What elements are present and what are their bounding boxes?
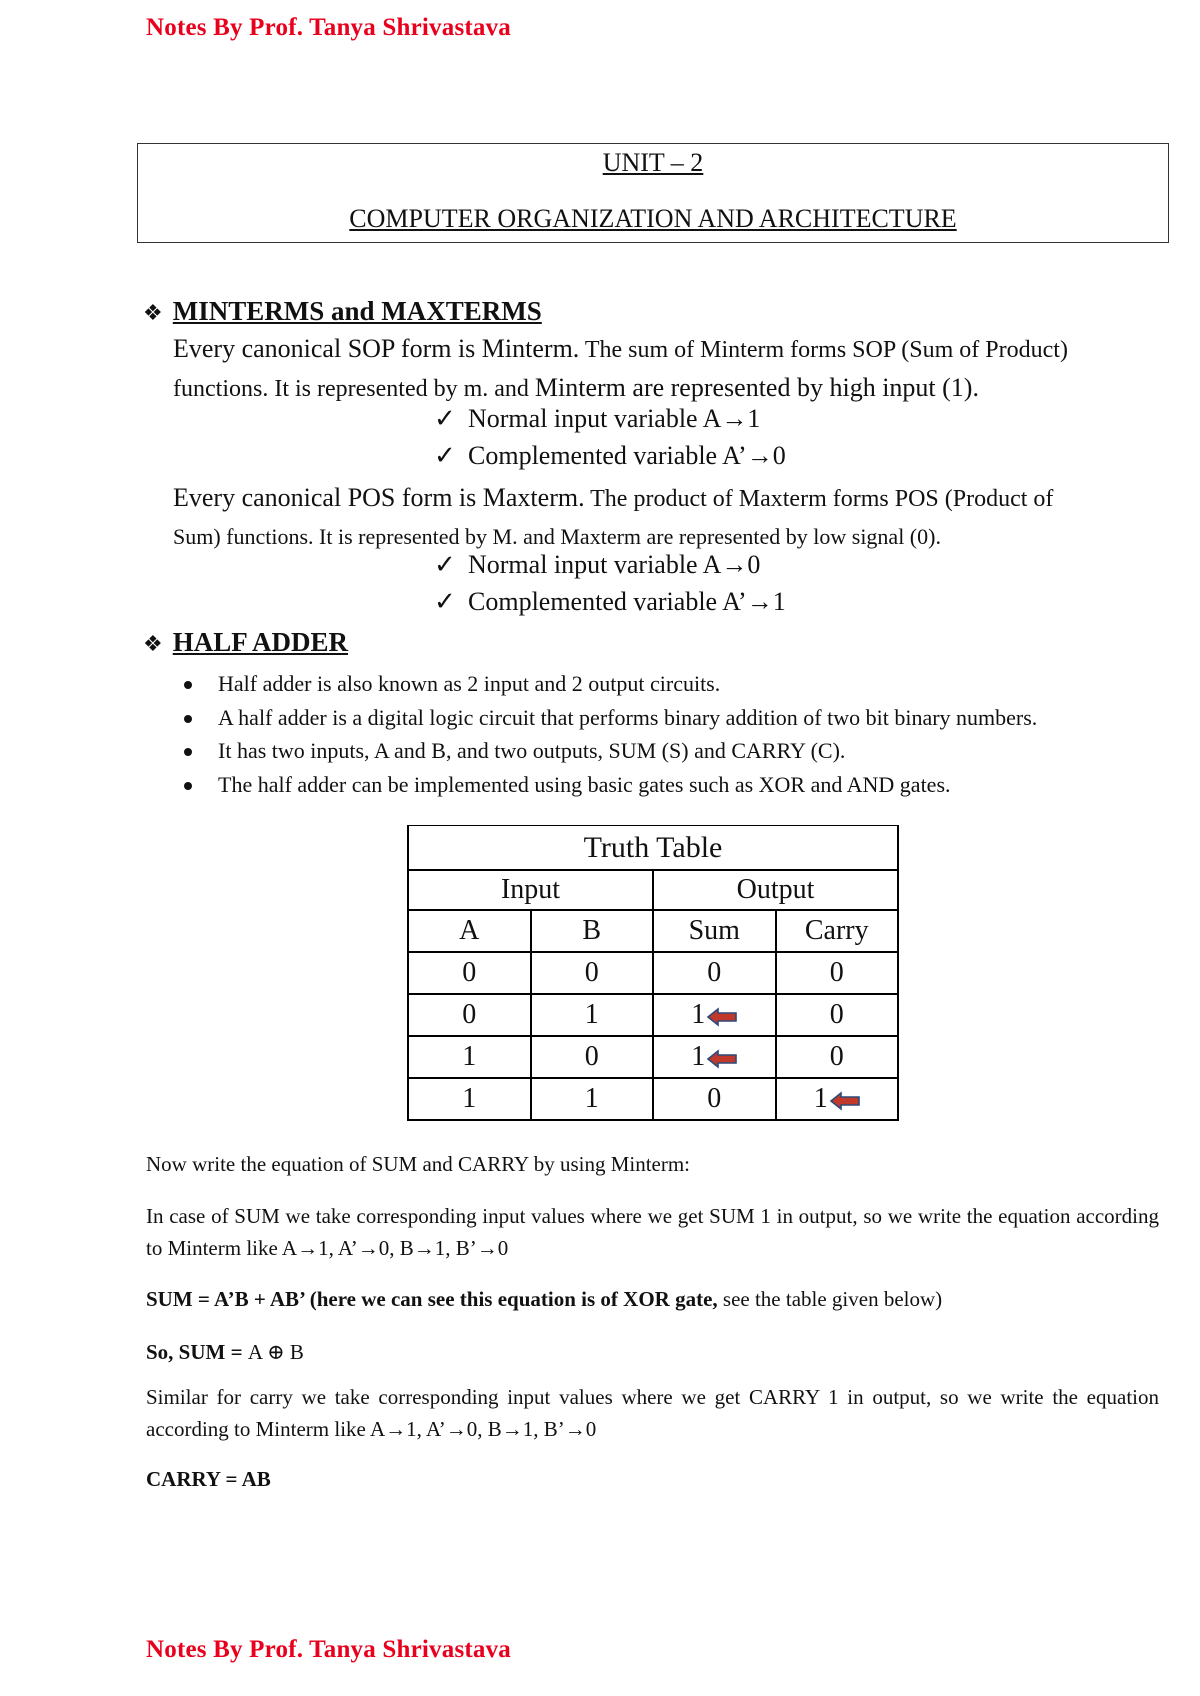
list-item: It has two inputs, A and B, and two outputs, SUM (S) and CARRY (C). — [180, 734, 1160, 768]
bullet-dot-icon — [184, 748, 192, 756]
diamond-bullet-icon: ❖ — [143, 631, 163, 656]
check-item: ✓ Complemented variable A’→0 — [434, 441, 786, 470]
truth-table-title: Truth Table — [408, 826, 898, 871]
minterm-paragraph: Every canonical SOP form is Minterm. The sum of Minterm forms SOP (Sum of Product) functions. It is represented by m. and Minterm are represented by high input (1). — [173, 334, 1068, 402]
unit-number: UNIT – 2 — [602, 148, 704, 177]
table-cell: 0 — [776, 994, 899, 1036]
table-cell: 0 — [653, 1078, 776, 1120]
sum-equation: SUM = A’B + AB’ (here we can see this equation is of XOR gate, see the table given below) — [146, 1287, 943, 1311]
checkmark-icon: ✓ — [434, 441, 456, 470]
minterms-heading: ❖ MINTERMS and MAXTERMS — [143, 296, 542, 326]
table-cell: 0 — [776, 1036, 899, 1078]
carry-equation: CARRY = AB — [146, 1467, 271, 1491]
carry-explanation: Similar for carry we take corresponding input values where we get CARRY 1 in output, so we write the equation according to Minterm like A→1, A’→0, B→1, B’→0 — [146, 1385, 1159, 1441]
half-adder-bullet-list — [180, 667, 1160, 801]
table-row — [408, 994, 898, 1036]
column-header-sum: Sum — [653, 910, 776, 952]
check-item: ✓ Normal input variable A→1 — [434, 404, 761, 433]
column-header-carry: Carry — [776, 910, 899, 952]
sum-explanation: In case of SUM we take corresponding input values where we get SUM 1 in output, so we write the equation according to Minterm like A→1, A’→0, B→1, B’→0 — [146, 1204, 1159, 1260]
check-item: ✓ Complemented variable A’→1 — [434, 587, 786, 616]
table-cell: 1 — [408, 1036, 531, 1078]
checkmark-icon: ✓ — [434, 587, 456, 616]
left-arrow-icon — [707, 1007, 737, 1027]
checkmark-icon: ✓ — [434, 550, 456, 579]
table-cell: 1 — [408, 1078, 531, 1120]
output-group-header: Output — [653, 870, 898, 910]
xor-equation: So, SUM = A ⊕ B — [146, 1340, 304, 1364]
table-row — [408, 952, 898, 994]
table-row — [408, 1078, 898, 1120]
maxterm-paragraph: Every canonical POS form is Maxterm. The product of Maxterm forms POS (Product of Sum) functions. It is represented by M. and Maxterm are represented by low signal (0). — [173, 483, 1054, 549]
diamond-bullet-icon: ❖ — [143, 300, 163, 325]
list-item: Half adder is also known as 2 input and 2 output circuits. — [180, 667, 1160, 701]
table-cell: 0 — [408, 952, 531, 994]
table-cell: 1 — [776, 1078, 899, 1120]
half-adder-heading: ❖ HALF ADDER — [143, 627, 348, 657]
bullet-dot-icon — [184, 715, 192, 723]
table-cell: 1 — [531, 994, 654, 1036]
table-cell: 0 — [653, 952, 776, 994]
left-arrow-icon — [707, 1049, 737, 1069]
table-cell: 1 — [653, 994, 776, 1036]
table-cell: 0 — [531, 1036, 654, 1078]
table-cell: 1 — [531, 1078, 654, 1120]
subject-title: COMPUTER ORGANIZATION AND ARCHITECTURE — [349, 204, 957, 233]
table-cell: 0 — [776, 952, 899, 994]
author-footer: Notes By Prof. Tanya Shrivastava — [146, 1636, 512, 1663]
checkmark-icon: ✓ — [434, 404, 456, 433]
table-cell: 1 — [653, 1036, 776, 1078]
table-cell: 0 — [531, 952, 654, 994]
list-item: A half adder is a digital logic circuit that performs binary addition of two bit binary numbers. — [180, 701, 1160, 735]
equation-intro: Now write the equation of SUM and CARRY by using Minterm: — [146, 1152, 691, 1176]
input-group-header: Input — [408, 870, 653, 910]
bullet-dot-icon — [184, 681, 192, 689]
check-item: ✓ Normal input variable A→0 — [434, 550, 761, 579]
table-cell: 0 — [408, 994, 531, 1036]
table-row — [408, 1036, 898, 1078]
left-arrow-icon — [830, 1091, 860, 1111]
column-header-b: B — [531, 910, 654, 952]
author-header: Notes By Prof. Tanya Shrivastava — [146, 14, 512, 41]
list-item: The half adder can be implemented using basic gates such as XOR and AND gates. — [180, 768, 1160, 802]
column-header-a: A — [408, 910, 531, 952]
unit-title-box — [137, 143, 1169, 243]
truth-table — [407, 825, 899, 1121]
bullet-dot-icon — [184, 782, 192, 790]
